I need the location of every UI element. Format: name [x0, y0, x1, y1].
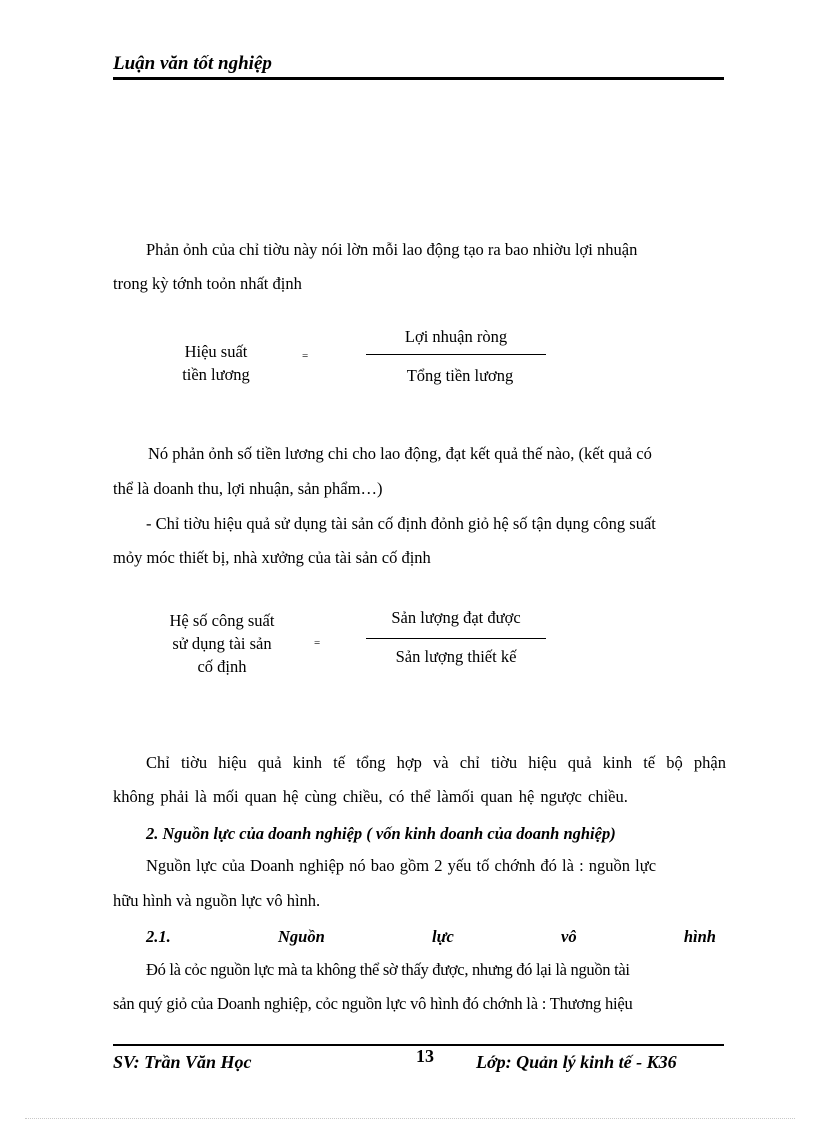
paragraph-6-line-1: Đó là cỏc nguồn lực mà ta không thể sờ thấy được, nhưng đó lại là nguồn tài: [146, 960, 630, 979]
footer-class: Lớp: Quản lý kinh tế - K36: [476, 1052, 677, 1072]
paragraph-5-line-1: Nguồn lực của Doanh nghiệp nó bao gồm 2 yếu tố chớnh đó là : nguồn lực: [146, 856, 657, 875]
page-bottom-dotted-border: [25, 1118, 795, 1119]
paragraph-4-line-2: không phải là mối quan hệ cùng chiều, có thể làmối quan hệ ngược chiều.: [113, 787, 628, 806]
formula-2-fraction-line: [366, 638, 546, 639]
formula-1-label: [170, 340, 262, 386]
formula-1-label-line-2: tiền lương: [182, 365, 250, 384]
formula-2-label-line-3: cố định: [197, 657, 247, 676]
heading-2-1-word-2: lực: [432, 927, 454, 946]
formula-2-label: [152, 609, 292, 678]
paragraph-3-line-1: - Chỉ tiờu hiệu quả sử dụng tài sản cố định đỏnh giỏ hệ số tận dụng công suất: [146, 514, 656, 533]
formula-1-label-line-1: Hiệu suất: [184, 342, 248, 361]
page-number: 13: [416, 1046, 434, 1066]
paragraph-2-line-2: thể là doanh thu, lợi nhuận, sản phẩm…): [113, 479, 383, 498]
paragraph-3-line-2: mỏy móc thiết bị, nhà xưởng của tài sản cố định: [113, 548, 431, 567]
heading-2-1-word-3: vô: [561, 927, 577, 946]
paragraph-2-line-1: Nó phản ỏnh số tiền lương chi cho lao động, đạt kết quả thế nào, (kết quả có: [148, 444, 652, 463]
section-heading-2: 2. Nguồn lực của doanh nghiệp ( vốn kinh doanh của doanh nghiệp): [146, 824, 616, 843]
formula-2-denominator: Sản lượng thiết kế: [395, 647, 517, 666]
header-title: Luận văn tốt nghiệp: [113, 53, 272, 74]
formula-2-numerator: Sản lượng đạt được: [391, 608, 521, 627]
formula-2-label-line-2: sử dụng tài sản: [172, 634, 272, 653]
paragraph-4-line-1: Chỉ tiờu hiệu quả kinh tế tổng hợp và chỉ tiờu hiệu quả kinh tế bộ phận: [146, 753, 726, 772]
paragraph-1-line-1: Phản ỏnh của chỉ tiờu này nói lờn mỗi lao động tạo ra bao nhiờu lợi nhuận: [146, 240, 638, 259]
header-rule: [113, 77, 724, 80]
paragraph-1-line-2: trong kỳ tớnh toỏn nhất định: [113, 274, 302, 293]
formula-1-equals: =: [302, 350, 309, 362]
section-heading-2-1: [146, 927, 716, 947]
footer-student: SV: Trần Văn Học: [113, 1052, 252, 1072]
heading-2-1-number: 2.1.: [146, 927, 171, 946]
heading-2-1-word-4: hình: [683, 927, 716, 946]
formula-2-equals: =: [314, 637, 321, 649]
formula-1-fraction-line: [366, 354, 546, 355]
formula-1-numerator: Lợi nhuận ròng: [404, 327, 508, 346]
formula-1-denominator: Tổng tiền lương: [406, 366, 514, 385]
formula-2-label-line-1: Hệ số công suất: [169, 611, 275, 630]
paragraph-6-line-2: sản quý giỏ của Doanh nghiệp, cỏc nguồn lực vô hình đó chớnh là : Thương hiệu: [113, 994, 633, 1013]
paragraph-5-line-2: hữu hình và nguồn lực vô hình.: [113, 891, 321, 910]
heading-2-1-word-1: Nguồn: [277, 927, 325, 946]
